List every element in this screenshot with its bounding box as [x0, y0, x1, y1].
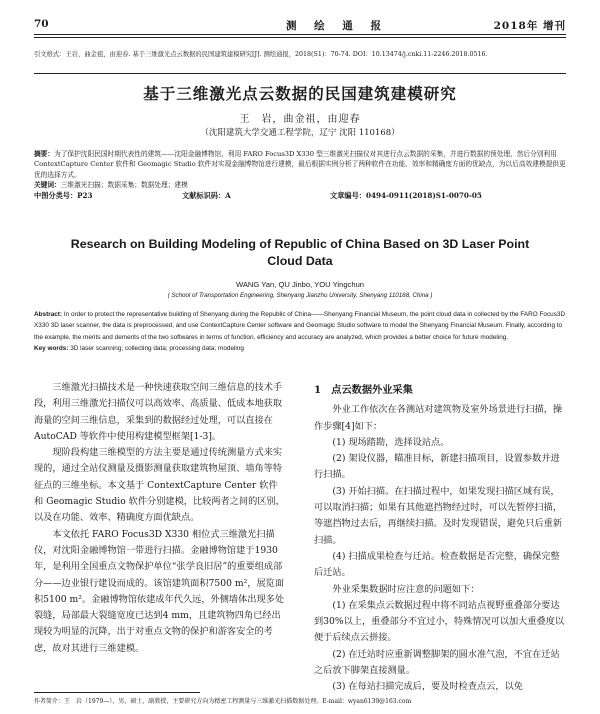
authors-cn: 王 岩，曲金祖，由迎春	[239, 114, 361, 125]
abstract-cn-label: 摘要：	[34, 150, 55, 158]
authors-en: WANG Yan, QU Jinbo, YOU Yingchun	[235, 280, 365, 289]
article-number: 文章编号：0494-0911(2018)S1-0070-05	[330, 190, 482, 200]
list-item: (2) 架设仪器，瞄准目标，新建扫描项目，设置参数并进行扫描。	[314, 453, 560, 481]
left-column	[34, 380, 286, 657]
keywords-cn	[34, 180, 566, 190]
list-item: (3) 在每站扫描完成后，要及时检查点云，以免	[332, 681, 523, 693]
section-heading: 1 点云数据外业采集	[314, 384, 413, 396]
keywords-cn-label: 关键词：	[34, 181, 61, 190]
paper-title-en: Research on Building Modeling of Republic of China Based on 3D Laser Point Cloud Data	[70, 237, 530, 268]
list-item: (1) 在采集点云数据过程中将不同站点视野重叠部分要达到30%以上，重叠部分不宜过小，特殊情况可以加大重叠度以便于后续点云拼接。	[314, 599, 565, 644]
abstract-en	[34, 309, 566, 343]
abstract-cn-text: 为了保护沈阳民国时期代表性的建筑——沈阳金融博物馆，利用 FARO Focus3D X330 型三维激光扫描仪对其进行点云数据的采集，并进行数据的预处理，然后分别利用 ContextCapture Center 软件和 Geomagic Studio 软件对实现金融博物馆进行建模，最后根据实例分析了两种软件在功能、效率和精确度方面的优缺点，为以后高效建模提供更优的选择方式。	[34, 150, 566, 179]
list-item: (4) 扫描成果检查与迁站。检查数据是否完整，确保完整后迁站。	[314, 550, 560, 579]
footnote-rule	[34, 692, 200, 693]
keywords-cn-text: 三维激光扫描；数据采集；数据处理；建模	[60, 181, 188, 190]
author-footnote: 作者简介：王 岩（1979—），男，硕士，副教授，主要研究方向为精密工程测量与三维激光扫描数据处理。E-mail：wyan6139@163.com	[34, 698, 412, 705]
list-item: (2) 在迁站时应重新调整脚架的圆水准气泡，不宜在迁站之后放下脚架直接测量。	[314, 648, 560, 677]
abstract-cn-block	[34, 149, 566, 203]
abstract-en-label: Abstract:	[34, 311, 63, 318]
page-number: 70	[34, 18, 49, 30]
header-rule	[34, 34, 566, 35]
classification-row	[34, 191, 566, 203]
running-header	[34, 16, 566, 34]
list-item: (3) 开始扫描。在扫描过程中，如果发现扫描区域有误，可以取消扫描；如果有其他遮挡物经过时，可以先暂停扫描，等遮挡物过去后，再继续扫描。及时发现错误，避免只后重新扫描。	[314, 485, 563, 546]
journal-name: 测 绘 通 报	[286, 20, 388, 32]
citation-rule	[34, 73, 566, 74]
paragraph: 三维激光扫描技术是一种快速获取空间三维信息的技术手段，利用三维激光扫描仪可以高效率、高质量、低成本地获取海量的空间三维信息，采集到的数据经过处理，可以直接在 AutoCAD 等软件中使用构建模型框架[1-3]。	[34, 382, 283, 442]
paragraph: 外业工作依次在各测站对建筑物及室外场景进行扫描，操作步骤[4]如下：	[314, 404, 563, 432]
paragraph: 现阶段构建三维模型的方法主要是通过传统测量方式来实现的，通过全站仪测量及摄影测量获取建筑物屋顶、墙角等特征点的三维坐标。本文基于 ContextCapture Center 软件和 Geomagic Studio 软件分别建模，比较两者之间的区别，以及在功能、效率、精确度方面优缺点。	[34, 447, 285, 524]
year-issue: 2018年 增刊	[493, 20, 566, 32]
paragraph: 外业采集数据时应注意的问题如下：	[332, 583, 480, 595]
abstract-cn	[34, 149, 566, 180]
paragraph: 本文依托 FARO Focus3D X330 相位式三维激光扫描仪，对沈阳金融博物馆一带进行扫描。金融博物馆建于1930年，是利用全国重点文物保护单位“张学良旧居”的重要组成部分——边业银行建设而成的。该馆建筑面积7500 m²，展览面积5100 m²。金融博物馆依建成年代久远，外侧墙体出现多处裂缝，局部最大裂缝宽度已达到4 mm，且建筑物四角已经出现较为明显的沉降，出于对重点文物的保护和游客安全的考虑，故对其进行三维建模。	[34, 528, 285, 654]
affiliation-en: ( School of Transportation Engineering, Shenyang Jianzhu University, Shenyang 110168, China )	[167, 292, 433, 299]
keywords-en-text: 3D laser scanning; collecting data; processing data; modeling	[70, 345, 244, 353]
clc-number: 中图分类号：P23	[34, 190, 93, 200]
header-rule-thin	[34, 37, 566, 38]
abstract-en-text: In order to protect the representative building of Shenyang during the Republic of China——Shenyang Financial Museum, the point cloud data in collected by the FARO Focus3D X330 3D laser scanner, the data is preprocessed, and use ContextCapture Center software and Geomagic Studio software to model the Shenyang Financial Museum. Finally, according to the example, the merits and demerits of the two softwares in terms of function, efficiency and accuracy are analyzed, which provides a better choice for future modeling.	[34, 311, 566, 341]
keywords-en	[34, 343, 566, 354]
citation-format: 引文格式：王岩，曲金祖，由迎春. 基于三维激光点云数据的民国建筑建模研究[J]. 测绘通报，2018(S1)：70-74. DOI：10.13474/j.cnki.11-2246.2018.0516.	[34, 51, 488, 58]
keywords-en-label: Key words:	[34, 345, 69, 353]
list-item: (1) 现场踏勘，选择设站点。	[332, 436, 450, 448]
paper-title-cn: 基于三维激光点云数据的民国建筑建模研究	[143, 84, 457, 103]
abstract-en-block	[34, 309, 566, 355]
affiliation-cn: （沈阳建筑大学交通工程学院，辽宁 沈阳 110168）	[200, 128, 400, 138]
right-column	[314, 380, 566, 696]
doc-code: 文献标识码：A	[182, 190, 231, 200]
